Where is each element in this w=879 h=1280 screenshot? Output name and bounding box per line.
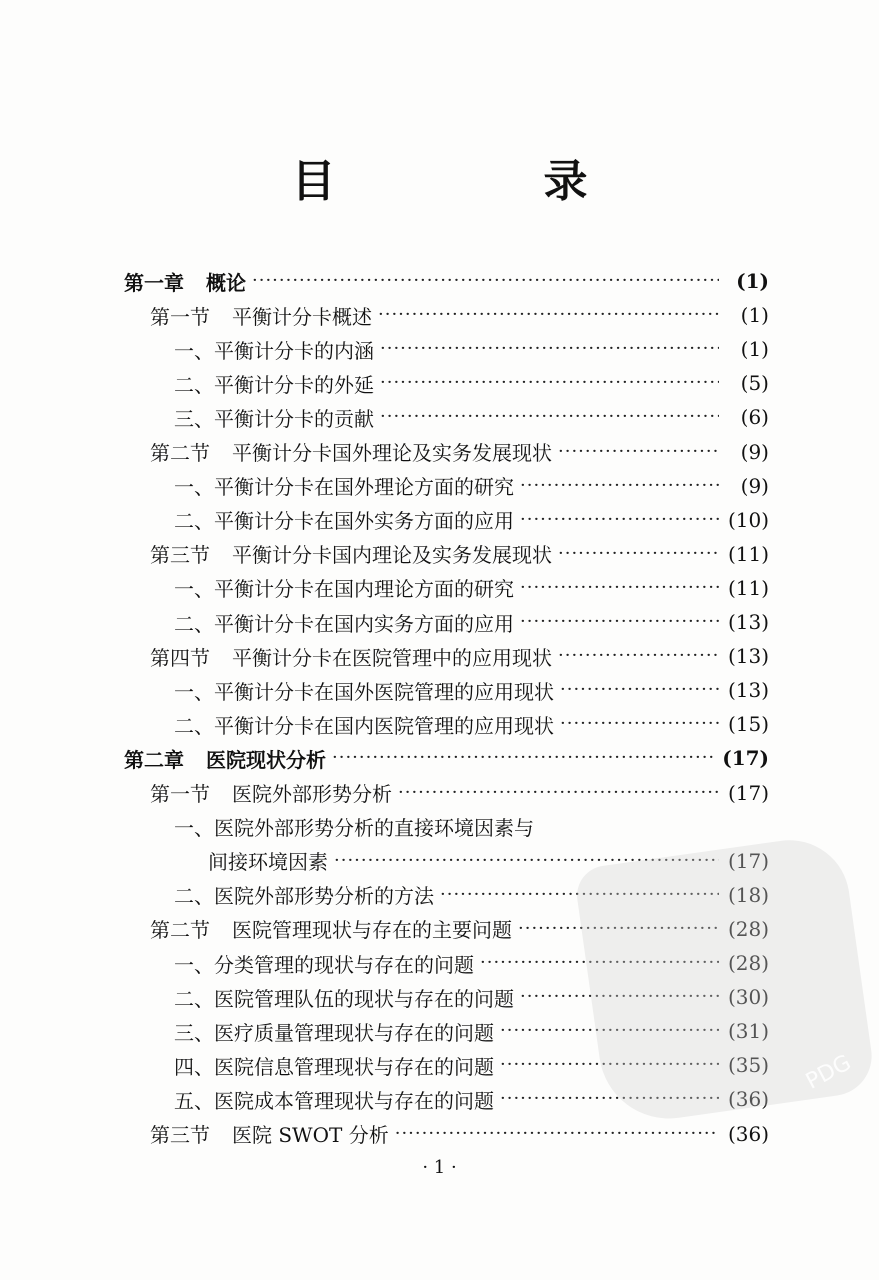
dot-leader bbox=[558, 639, 719, 673]
dot-leader bbox=[332, 741, 716, 775]
toc-section-row[interactable] bbox=[150, 639, 769, 673]
toc-entry-title: 医院管理队伍的现状与存在的问题 bbox=[214, 986, 514, 1011]
toc-entry-title: 平衡计分卡在国内实务方面的应用 bbox=[214, 611, 514, 636]
toc-section-row[interactable] bbox=[150, 1117, 769, 1151]
toc-item-row[interactable] bbox=[174, 673, 769, 707]
toc-entry-label bbox=[174, 369, 380, 398]
toc-section-row[interactable] bbox=[150, 435, 769, 469]
toc-entry-number: 二、 bbox=[174, 372, 214, 397]
toc-entry-title: 平衡计分卡国外理论及实务发展现状 bbox=[232, 441, 552, 465]
toc-entry-title: 概论 bbox=[206, 270, 246, 295]
toc-page-number: (15) bbox=[727, 712, 769, 737]
toc-entry-number: 一、 bbox=[174, 679, 214, 704]
dot-leader bbox=[560, 707, 719, 741]
dot-leader bbox=[558, 537, 719, 571]
toc-item-row[interactable] bbox=[174, 503, 769, 537]
toc-entry-number: 二、 bbox=[174, 986, 214, 1011]
toc-chapter-row[interactable] bbox=[124, 741, 769, 775]
toc-entry-title: 医院成本管理现状与存在的问题 bbox=[214, 1088, 494, 1113]
dot-leader bbox=[520, 571, 719, 605]
toc-section-row[interactable] bbox=[150, 776, 769, 810]
toc-item-row[interactable] bbox=[174, 810, 769, 844]
toc-entry-title: 平衡计分卡在国外实务方面的应用 bbox=[214, 509, 514, 534]
dot-leader bbox=[378, 298, 719, 332]
dot-leader bbox=[520, 469, 719, 503]
toc-item-row[interactable] bbox=[174, 400, 769, 434]
toc-entry-number: 五、 bbox=[174, 1088, 214, 1113]
toc-entry-number: 第一章 bbox=[124, 270, 184, 295]
toc-page-number: (28) bbox=[727, 951, 769, 975]
toc-entry-label bbox=[174, 1017, 500, 1046]
toc-entry-title: 医院管理现状与存在的主要问题 bbox=[232, 918, 512, 943]
toc-entry-label bbox=[124, 744, 332, 773]
toc-entry-label bbox=[174, 573, 520, 602]
toc-section-row[interactable] bbox=[150, 298, 769, 332]
toc-entry-label bbox=[174, 608, 520, 637]
toc-entry-number: 三、 bbox=[174, 406, 214, 431]
dot-leader bbox=[560, 673, 719, 707]
toc-entry-title: 分类管理的现状与存在的问题 bbox=[214, 952, 474, 977]
toc-item-row[interactable] bbox=[174, 571, 769, 605]
toc-page-number: (30) bbox=[727, 985, 769, 1010]
toc-page-number: (17) bbox=[722, 746, 769, 771]
toc-entry-label bbox=[174, 505, 520, 534]
toc-entry-label bbox=[174, 949, 480, 978]
toc-entry-number: 一、 bbox=[174, 475, 214, 500]
toc-page-number: (6) bbox=[740, 405, 769, 430]
toc-page-number: (17) bbox=[727, 848, 769, 873]
toc-page-number: (9) bbox=[740, 439, 769, 464]
toc-entry-label bbox=[174, 1085, 500, 1114]
toc-page-number: (36) bbox=[727, 1087, 769, 1112]
toc-entry-number: 一、 bbox=[174, 338, 214, 363]
toc-entry-label bbox=[174, 335, 380, 364]
toc-entry-number: 二、 bbox=[174, 611, 214, 636]
toc-entry-number: 一、 bbox=[174, 952, 214, 977]
toc-page-number: (11) bbox=[727, 541, 769, 566]
toc-page-number: (13) bbox=[727, 678, 769, 703]
toc-entry-number: 二、 bbox=[174, 509, 214, 534]
toc-page-number: (13) bbox=[727, 610, 769, 634]
toc-page-number: (35) bbox=[727, 1053, 769, 1078]
toc-entry-label bbox=[174, 403, 380, 432]
dot-leader bbox=[252, 264, 719, 298]
toc-page-number: (9) bbox=[740, 473, 769, 498]
dot-leader bbox=[395, 1117, 719, 1151]
toc-entry-title: 平衡计分卡在国内医院管理的应用现状 bbox=[214, 713, 554, 738]
toc-item-row[interactable] bbox=[174, 332, 769, 366]
toc-item-row[interactable] bbox=[174, 366, 769, 400]
toc-entry-number: 第二章 bbox=[124, 747, 184, 772]
toc-entry-label bbox=[124, 267, 252, 296]
watermark-text: PDG bbox=[801, 1050, 856, 1095]
toc-entry-label bbox=[150, 539, 558, 568]
toc-entry-number: 第一节 bbox=[150, 304, 210, 329]
toc-entry-label bbox=[208, 846, 334, 875]
toc-entry-title: 平衡计分卡的外延 bbox=[214, 372, 374, 397]
toc-entry-title: 平衡计分卡在国内理论方面的研究 bbox=[214, 577, 514, 602]
toc-entry-title: 医院现状分析 bbox=[206, 747, 326, 772]
toc-entry-number: 第三节 bbox=[150, 1123, 210, 1147]
toc-entry-title: 平衡计分卡在国外医院管理的应用现状 bbox=[214, 679, 554, 704]
toc-page-number: (10) bbox=[727, 507, 769, 532]
dot-leader bbox=[380, 366, 719, 400]
toc-page-number: (1) bbox=[740, 303, 769, 328]
toc-page-number: (5) bbox=[740, 371, 769, 396]
toc-entry-label bbox=[150, 642, 558, 671]
toc-section-row[interactable] bbox=[150, 537, 769, 571]
toc-entry-number: 三、 bbox=[174, 1020, 214, 1045]
toc-item-row[interactable] bbox=[174, 605, 769, 639]
toc-entry-title: 医院信息管理现状与存在的问题 bbox=[214, 1054, 494, 1079]
toc-page-number: (17) bbox=[727, 780, 769, 805]
toc-entry-label bbox=[174, 880, 440, 909]
toc-item-row[interactable] bbox=[174, 707, 769, 741]
dot-leader bbox=[398, 776, 719, 810]
dot-leader bbox=[520, 605, 719, 639]
toc-entry-label bbox=[174, 983, 520, 1012]
toc-page-number: (11) bbox=[727, 575, 769, 600]
toc-entry-title: 平衡计分卡国内理论及实务发展现状 bbox=[232, 543, 552, 568]
dot-leader bbox=[380, 332, 719, 366]
toc-entry-number: 一、 bbox=[174, 816, 214, 841]
toc-page-number: (18) bbox=[727, 882, 769, 907]
toc-entry-number: 第二节 bbox=[150, 441, 210, 465]
toc-page-number: (13) bbox=[727, 644, 769, 669]
toc-entry-title: 间接环境因素 bbox=[208, 850, 328, 875]
toc-entry-title: 平衡计分卡概述 bbox=[232, 304, 372, 329]
toc-entry-label bbox=[174, 1051, 500, 1080]
toc-entry-title: 医院外部形势分析的直接环境因素与 bbox=[214, 816, 534, 841]
toc-entry-number: 二、 bbox=[174, 713, 214, 738]
toc-page-number: (31) bbox=[727, 1019, 769, 1044]
toc-entry-label bbox=[174, 676, 560, 705]
dot-leader bbox=[558, 435, 719, 469]
toc-chapter-row[interactable] bbox=[124, 264, 769, 298]
toc-entry-title: 平衡计分卡在国外理论方面的研究 bbox=[214, 475, 514, 500]
toc-page-number: (36) bbox=[727, 1121, 769, 1146]
toc-page-number: (1) bbox=[736, 269, 769, 293]
toc-item-row[interactable] bbox=[174, 469, 769, 503]
toc-entry-label bbox=[150, 1119, 395, 1148]
toc-entry-label bbox=[150, 301, 378, 330]
toc-entry-label bbox=[150, 914, 518, 943]
toc-entry-number: 二、 bbox=[174, 884, 214, 909]
toc-entry-title: 平衡计分卡在医院管理中的应用现状 bbox=[232, 645, 552, 670]
toc-entry-number: 一、 bbox=[174, 577, 214, 602]
toc-entry-title: 医院外部形势分析的方法 bbox=[214, 884, 434, 909]
toc-entry-label bbox=[150, 437, 558, 466]
toc-entry-label bbox=[150, 778, 398, 807]
toc-entry-number: 第四节 bbox=[150, 645, 210, 670]
toc-entry-label bbox=[174, 471, 520, 500]
page-number: · 1 · bbox=[422, 1157, 457, 1178]
toc-entry-label bbox=[174, 812, 540, 841]
toc-page-number: (1) bbox=[740, 337, 769, 362]
toc-entry-number: 第三节 bbox=[150, 543, 210, 568]
toc-page-number: (28) bbox=[727, 916, 769, 941]
toc-entry-number: 第一节 bbox=[150, 782, 210, 806]
toc-entry-number: 四、 bbox=[174, 1054, 214, 1079]
toc-entry-title: 平衡计分卡的内涵 bbox=[214, 338, 374, 363]
toc-entry-title: 医疗质量管理现状与存在的问题 bbox=[214, 1020, 494, 1045]
toc-entry-title: 医院 SWOT 分析 bbox=[232, 1123, 389, 1147]
dot-leader bbox=[380, 400, 719, 434]
toc-entry-title: 医院外部形势分析 bbox=[232, 782, 392, 806]
page-title: 目 录 bbox=[291, 156, 670, 207]
toc-entry-title: 平衡计分卡的贡献 bbox=[214, 406, 374, 431]
toc-entry-label bbox=[174, 710, 560, 739]
toc-entry-number: 第二节 bbox=[150, 918, 210, 943]
dot-leader bbox=[520, 503, 719, 537]
